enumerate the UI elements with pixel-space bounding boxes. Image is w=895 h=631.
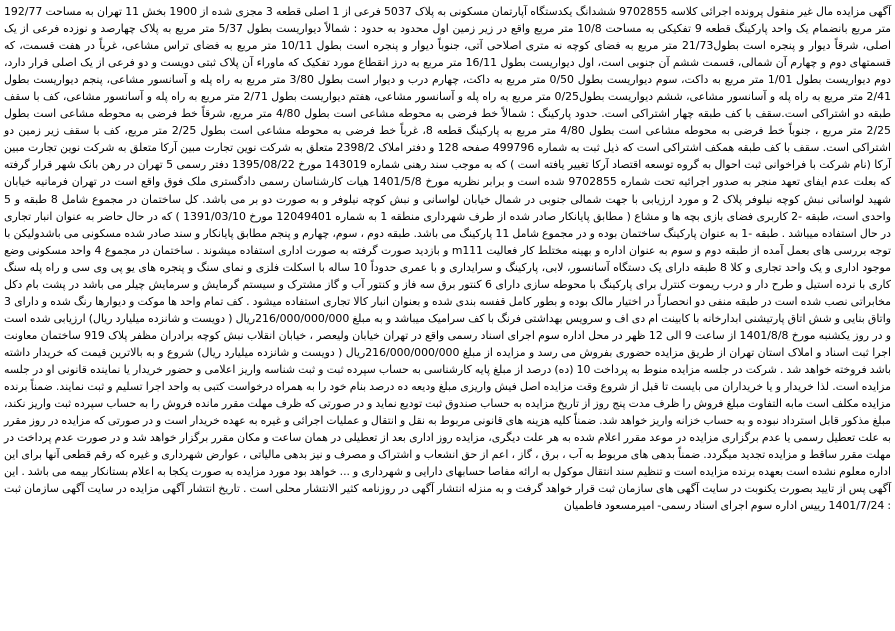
auction-notice-body-text: آگهی مزایده مال غیر منقول پرونده اجرائی کلاسه 9702855 ششدانگ یکدستگاه آپارتمان مسکونی به پلاک 5037 فرعی از 1 اصلی قطعه 3 مجزی شده از 1900 بخش 11 تهران به مساحت 192/77 متر مربع بانضمام یک واحد پارکینگ قطعه 9 تفکیکی به مساحت 10/8 متر مربع واقع در زیر زمین اول محدود به حدود : شمالاً دیواریست بطول 5/37 متر مربع به پلاک چهارصد و نوزده فرعی از یک اصلی، شرقاً دیوار و پنجره است بطول21/73 متر مربع به فضای کوچه نه متری اصلاحی آتی، جنوباً دیوار و پنجره است بطول 10/11 متر مربع به فضای تراس مشاعی، غرباً در هفت قسمت، که قسمتهای دوم و چهارم آن شمالی، قسمت ششم آن جنوبی است، اول دیواریست بطول 16/11 متر مربع به درز انقطاع مورد تفکیک که ماوراء آن پلاک ثبتی دویست و دو فرعی از یک اصلی قرار دارد، دوم دیواریست بطول 1/01 متر مربع به داکت، سوم دیواریست بطول 0/50 متر مربع به داکت، چهارم درب و دیوار است بطول 3/80 متر مربع به راه پله و آسانسور مشاعی، پنجم دیواریست بطول 2/41 متر مربع به راه پله و آسانسور مشاعی، ششم دیواریست بطول0/25 متر مربع به راه پله و آسانسور مشاعی، هفتم دیواریست بطول 2/71 متر مربع به راه پله و آسانسور مشاعی، کف با سقف طبقه دو اشتراکی است.سقف با کف طبقه چهار اشتراکی است. حدود پارکینگ : شمالاً خط فرضی به محوطه مشاعی است بطول 4/80 متر مربع، شرقاً خط فرضی به محوطه مشاعی است بطول 2/25 متر مربع ، جنوباً خط فرضی به محوطه مشاعی است بطول 4/80 متر مربع به پارکینگ قطعه 8، غرباً خط فرضی به محوطه مشاعی است بطول 2/25 متر مربع، کف با سقف زیر زمین دو اشتراکی است. سقف با کف طبقه همکف اشتراکی است که ذیل ثبت به شماره 499796 صفحه 128 و دفتر املاک 2398/2 متعلق به شرکت نوین تجارت مبین آرکا متعلق به شرکت نوین تجارت مبین آرکا (نام شرکت با فراخوانی ثبت احوال به گروه توسعه اقتصاد آرکا تغییر یافته است ) که به موجب سند رهنی شماره 143019 مورخ 1395/08/22 دفتر رسمی 5 تهران در رهن بانک شهر قرار گرفته که بعلت عدم ایفای تعهد منجر به صدور اجرائیه تحت شماره 9702855 شده است و برابر نظریه مورخ 1401/5/8 هیات کارشناسان رسمی دادگستری ملک فوق واقع است در تهران فرمانیه خیابان شهید لواسانی نبش کوچه نیلوفر پلاک 2 و مورد ارزیابی با جهت شمالی جنوبی در شمال خیابان لواسانی و نبش کوچه نیلوفر و به صورت دو بر می باشد. کل ساختمان در مجموع شامل 8 طبقه و 5 واحدی است، طبقه -2 کاربری فضای بازی بچه ها و مشاع ( مطابق پایانکار صادر شده از طرف شهرداری منطقه 1 به شماره 12049401 مورخ 1391/03/10 ) که در حال حاضر به عنوان انبار تجاری در حال استفاده میباشد . طبقه -1 به عنوان پارکینگ ساختمان بوده و در مجموع شامل 11 پارکینگ می باشد. طبقه دوم ، سوم، چهارم و پنجم مطابق پایانکار و سند صادر شده مسکونی می باشدولیکن با توجه بررسی های بعمل آمده از طبقه دوم و سوم به عنوان اداره و بهینه مختلط کار فعالیت m111 و بازدید صورت گرفته به صورت اداری استفاده میشوند . ساختمان در مجموع 4 واحد مسکونی وضع موجود اداری و یک واحد تجاری و کلا 8 طبقه دارای یک دستگاه آسانسور، لابی، پارکینگ و سرایداری و با عمری حدوداً 10 ساله با اسکلت فلزی و نمای سنگ و پنجره های یو پی وی سی و راه پله سنگ کاری با نرده استیل و طرح دار و درب ریموت کنترل برای پارکینگ با محوطه سازی دارای 6 کنتور برق سه فاز و کنتور آب و گاز مشترک و سیستم گرمایش و سرمایش چیلر می باشد در پشت بام دکل مخابراتی نصب شده است در طبقه منفی دو انحصاراً در اختیار مالک بوده و بطور کامل قفسه بندی شده و بعنوان انبار کالا تجاری استفاده میشود . کف تمام واحد ها موکت و دیوارها رنگ شده و دارای 3 واتاق بنایی و شش اتاق پارتیشنی ابدارخانه با کابینت ام دی اف و سرویس بهداشتی فرنگ با کف سرامیک میباشد و به مبلغ 216/000/000/000ریال ( دویست و شانزده میلیارد ریال) ارزیابی شده است و در روز یکشنبه مورخ 1401/8/8 از ساعت 9 الی 12 ظهر در محل اداره سوم اجرای اسناد رسمی واقع در تهران خیابان ولیعصر ، خیابان انقلاب نبش کوچه برادران مظفر پلاک 919 ساختمان معاونت اجرا ثبت اسناد و املاک استان تهران از طریق مزایده حضوری بفروش می رسد و مزایده از مبلغ 216/000/000/000ریال ( دویست و شانزده میلیارد ریال) شروع و به بالاترین قیمت که خریدار داشته باشد فروخته خواهد شد . شرکت در جلسه مزایده منوط به پرداخت 10 (ده) درصد از مبلغ پایه کارشناسی به حساب سپرده ثبت و ثبت شناسه واریز اعلامی و حضور خریدار یا نماینده قانونی او در جلسه مزایده است. لذا خریدار و یا خریداران می بایست تا قبل از شروع وقت مزایده اصل فیش واریزی مبلغ ودیعه ده درصد بنام خود را به همراه درخواست کتبی به واحد اجرا تسلیم و ثبت نمایند. ضمناً برنده مزایده مکلف است مابه التفاوت مبلغ فروش را ظرف مدت پنج روز از تاریخ مزایده به حساب صندوق ثبت تودیع نماید و در صورتی که ظرف مهلت مقرر مانده فروش را به حساب سپرده ثبت واریز نکند، مبلغ مذکور قابل استرداد نبوده و به حساب خزانه واریز خواهد شد. ضمناً کلیه هزینه های قانونی مربوط به نقل و انتقال و عملیات اجرائی و غیره به عهده خریدار است و در صورتی که مزایده در روز مقرر به علت تعطیل رسمی یا عدم برگزاری مزایده در موعد مقرر اعلام شده به هر علت دیگری، مزایده روز اداری بعد از تعطیلی در همان ساعت و مکان مقرر برگزار خواهد شد و در صورت عدم پرداخت در مهلت مقرر ساقط و مزایده تجدید میگردد. ضمناً بدهی های مربوط به آب ، برق ، گاز ، اعم از حق انشعاب و اشتراک و مصرف و نیز بدهی مالیاتی ، عوارض شهرداری و غیره که رقم قطعی آنها برای این اداره معلوم نشده است بعهده برنده مزایده است و تنظیم سند انتقال موکول به ارائه مفاصا حسابهای دارایی و شهرداری و ... خواهد بود مورد مزایده به صورت یکجا به اعلام بستانکار بیمه می باشد . این آگهی پس از تایید بصورت یکنوبت در سایت آگهی های سازمان ثبت قرار خواهد گرفت و به منزله انتشار آگهی در روزنامه کثیر الانتشار محلی است . تاریخ انتشار آگهی مزایده در سایت آگهی سازمان ثبت : 1401/7/24 رییس اداره سوم اجرای اسناد رسمی- امیرمسعود فاطمیان [4, 5, 892, 513]
